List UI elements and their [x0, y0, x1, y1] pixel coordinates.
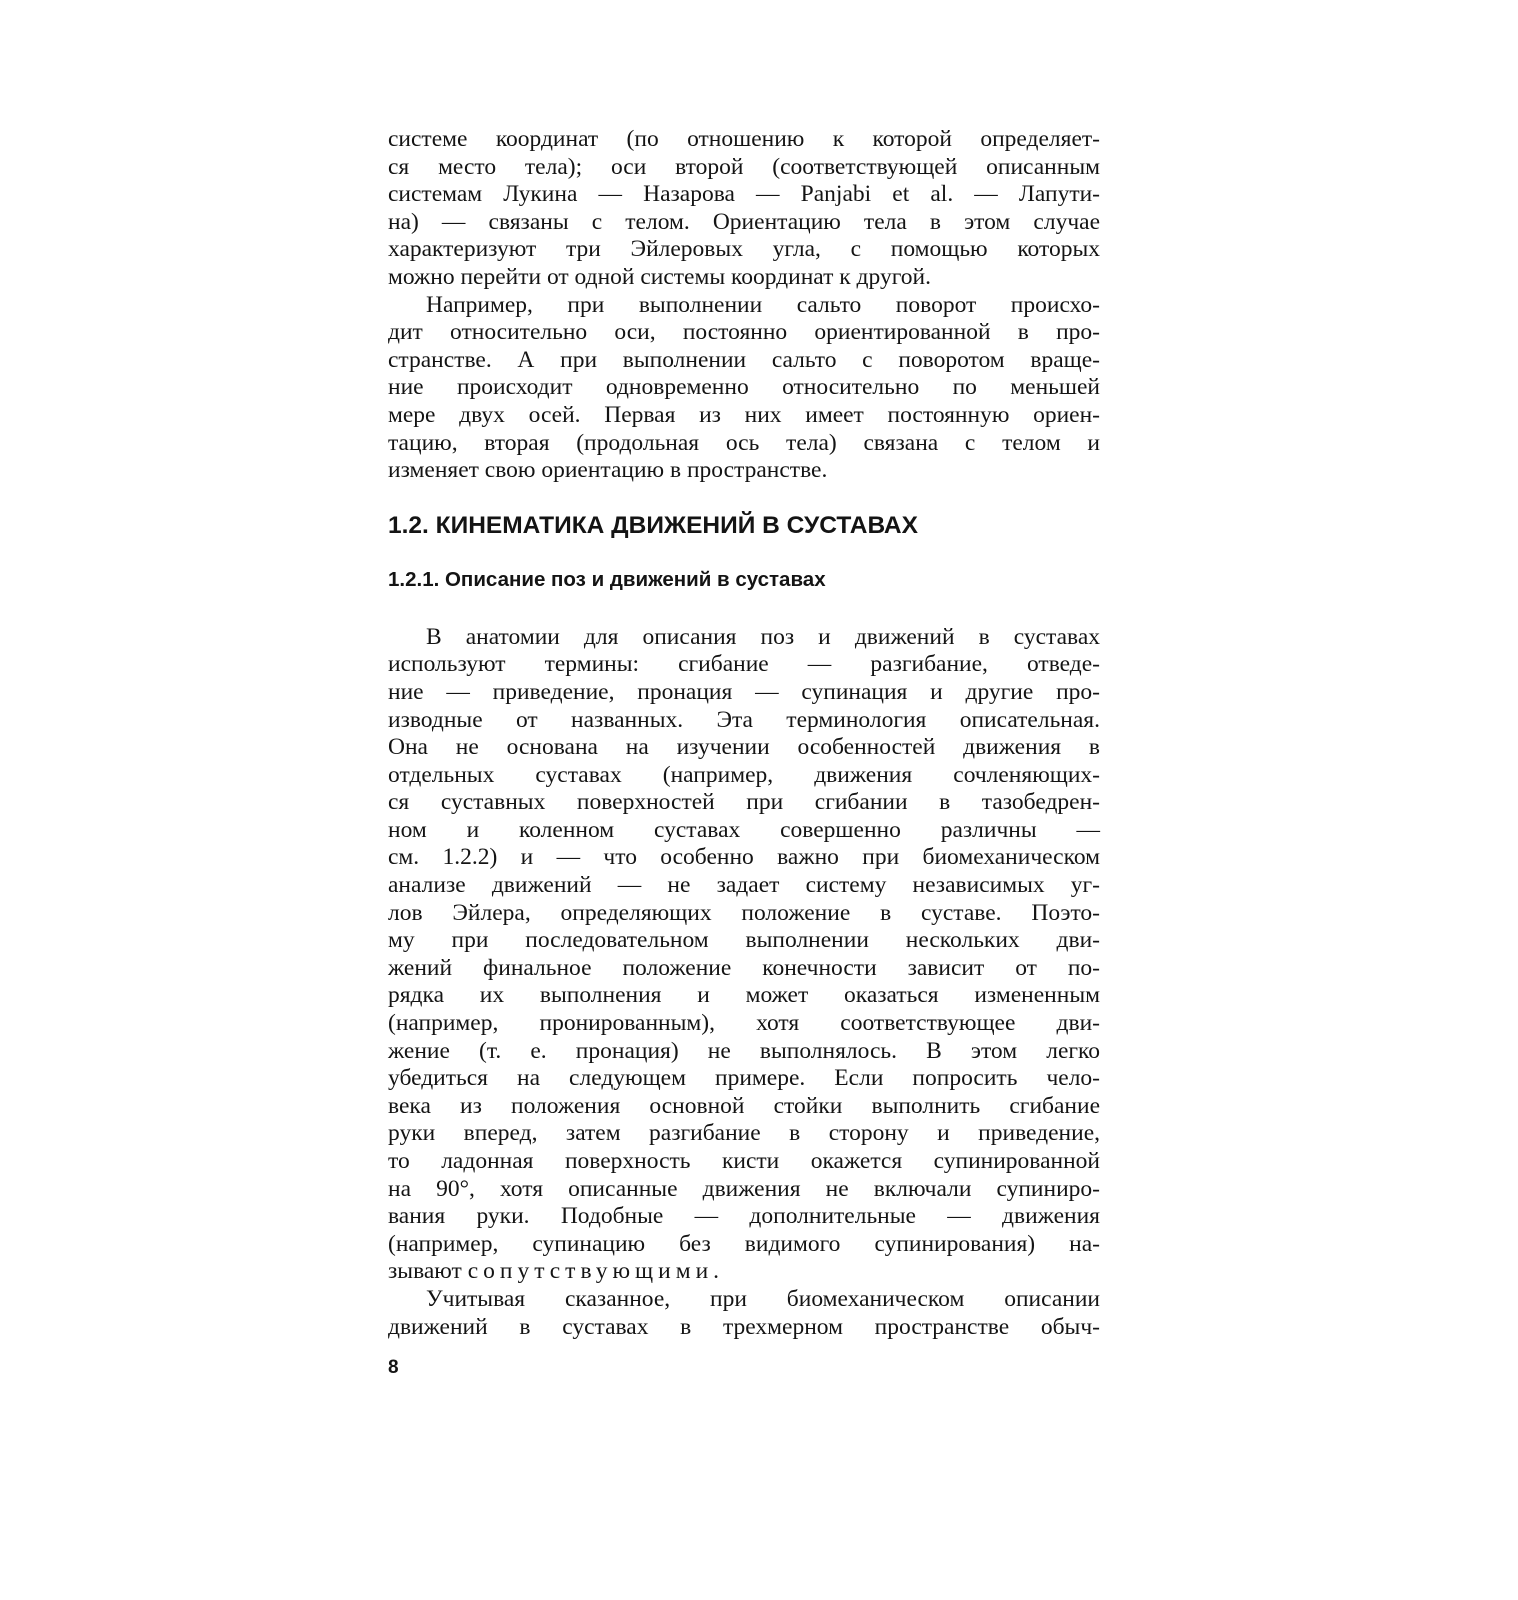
- paragraph-anatomy-terms: [388, 624, 1100, 1286]
- text-line: отдельных суставах (например, движения сочленяющих-: [388, 761, 1100, 788]
- text-line: тацию, вторая (продольная ось тела) связана с телом и: [388, 429, 1100, 456]
- text-line: изводные от названных. Эта терминология описательная.: [388, 706, 1100, 733]
- text-line: жений финальное положение конечности зависит от по-: [388, 954, 1100, 981]
- paragraph-salto-example: [388, 292, 1100, 485]
- text-line: изменяет свою ориентацию в пространстве.: [388, 457, 828, 484]
- text-line: века из положения основной стойки выполнить сгибание: [388, 1092, 1100, 1119]
- text-line: странстве. А при выполнении сальто с поворотом враще-: [388, 346, 1100, 373]
- text-fragment: зывают: [388, 1258, 462, 1285]
- text-line: движений в суставах в трехмерном пространстве обыч-: [388, 1313, 1100, 1340]
- text-line: убедиться на следующем примере. Если попросить чело-: [388, 1065, 1100, 1092]
- text-line: [388, 1258, 1100, 1286]
- paragraph-coordinate-systems: [388, 126, 1100, 292]
- text-line: используют термины: сгибание — разгибание, отведе-: [388, 651, 1100, 678]
- text-line: жение (т. е. пронация) не выполнялось. В этом легко: [388, 1037, 1100, 1064]
- page-number: 8: [388, 1357, 399, 1379]
- text-line: вания руки. Подобные — дополнительные — движения: [388, 1203, 1100, 1230]
- text-line: (например, супинацию без видимого супинирования) на-: [388, 1230, 1100, 1257]
- text-line: рядка их выполнения и может оказаться измененным: [388, 982, 1100, 1009]
- text-line: дит относительно оси, постоянно ориентированной в про-: [388, 319, 1100, 346]
- text-line: лов Эйлера, определяющих положение в суставе. Поэто-: [388, 899, 1100, 926]
- text-line: ние происходит одновременно относительно по меньшей: [388, 374, 1100, 401]
- paragraph-conclusion: [388, 1286, 1100, 1341]
- text-line: системам Лукина — Назарова — Panjabi et al. — Лапути-: [388, 181, 1100, 208]
- text-line: анализе движений — не задает систему независимых уг-: [388, 872, 1100, 899]
- text-line: системе координат (по отношению к которой определяет-: [388, 126, 1100, 152]
- section-heading: 1.2. КИНЕМАТИКА ДВИЖЕНИЙ В СУСТАВАХ: [388, 511, 918, 539]
- text-line: можно перейти от одной системы координат к другой.: [388, 263, 931, 290]
- text-line: Например, при выполнении сальто поворот происхо-: [426, 291, 1100, 318]
- text-line: В анатомии для описания поз и движений в суставах: [426, 623, 1100, 650]
- text-line: на) — связаны с телом. Ориентацию тела в этом случае: [388, 208, 1100, 235]
- text-line: характеризуют три Эйлеровых угла, с помощью которых: [388, 236, 1100, 263]
- text-line: ние — приведение, пронация — супинация и другие про-: [388, 678, 1100, 705]
- text-line: мере двух осей. Первая из них имеет постоянную ориен-: [388, 401, 1100, 428]
- text-line: (например, пронированным), хотя соответствующее дви-: [388, 1010, 1100, 1037]
- text-line: на 90°, хотя описанные движения не включали супиниро-: [388, 1175, 1100, 1202]
- text-line: ном и коленном суставах совершенно различны —: [388, 816, 1100, 843]
- book-page: [388, 126, 1100, 1379]
- text-line: Учитывая сказанное, при биомеханическом описании: [426, 1285, 1100, 1312]
- text-line: то ладонная поверхность кисти окажется супинированной: [388, 1148, 1100, 1174]
- text-line: ся суставных поверхностей при сгибании в тазобедрен-: [388, 789, 1100, 816]
- text-line: му при последовательном выполнении нескольких дви-: [388, 927, 1100, 954]
- subsection-heading: 1.2.1. Описание поз и движений в суставах: [388, 567, 826, 591]
- spaced-term: сопутствующими.: [467, 1258, 725, 1285]
- text-line: Она не основана на изучении особенностей движения в: [388, 734, 1100, 761]
- text-line: ся место тела); оси второй (соответствующей описанным: [388, 153, 1100, 180]
- text-line: см. 1.2.2) и — что особенно важно при биомеханическом: [388, 844, 1100, 871]
- text-line: руки вперед, затем разгибание в сторону и приведение,: [388, 1120, 1100, 1147]
